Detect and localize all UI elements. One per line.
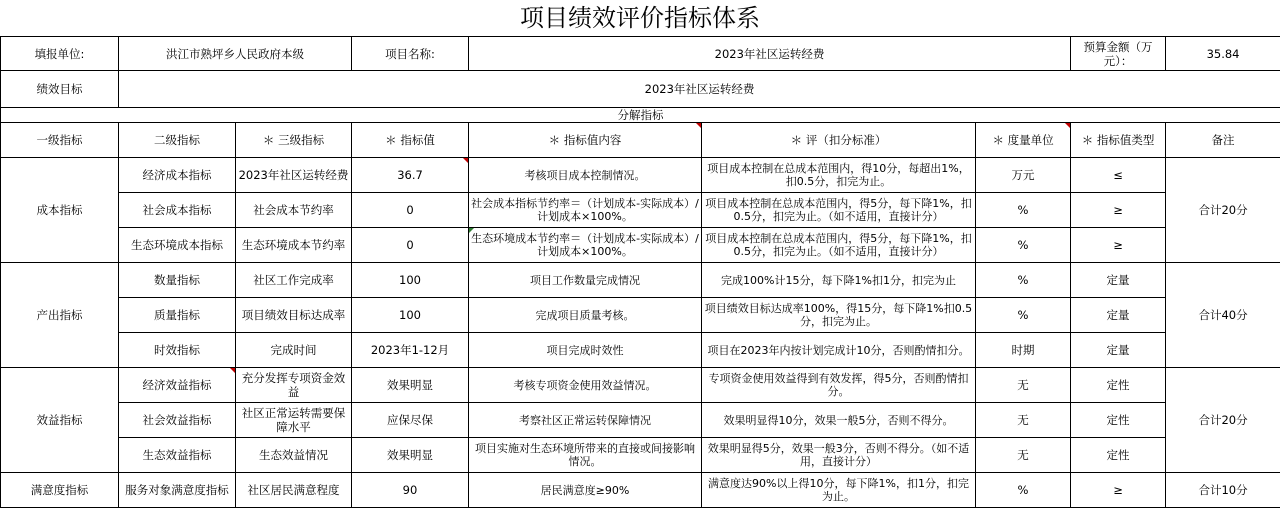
unit-cell[interactable]: 时期 <box>976 333 1071 368</box>
page-title: 项目绩效评价指标体系 <box>520 4 760 32</box>
unit-cell[interactable]: 无 <box>976 368 1071 403</box>
type-cell[interactable]: 定性 <box>1071 403 1166 438</box>
value-cell[interactable]: 90 <box>352 473 469 508</box>
level3-cell[interactable]: 社会成本节约率 <box>236 193 352 228</box>
level2-cell[interactable]: 经济效益指标 <box>119 368 236 403</box>
level2-cell[interactable]: 生态环境成本指标 <box>119 228 236 263</box>
level3-cell[interactable]: 社区正常运转需要保障水平 <box>236 403 352 438</box>
unit-cell[interactable]: 万元 <box>976 158 1071 193</box>
header-cell: ＊ 三级指标 <box>236 123 352 158</box>
standard-cell[interactable]: 项目绩效目标达成率100%，得15分，每下降1%扣0.5分，扣完为止。 <box>702 298 976 333</box>
value-cell[interactable]: 0 <box>352 193 469 228</box>
content-cell[interactable]: 居民满意度≥90% <box>469 473 702 508</box>
content-cell[interactable]: 考核专项资金使用效益情况。 <box>469 368 702 403</box>
header-cell: ＊ 指标值 <box>352 123 469 158</box>
standard-cell[interactable]: 项目在2023年内按计划完成计10分，否则酌情扣分。 <box>702 333 976 368</box>
content-cell[interactable]: 考核项目成本控制情况。 <box>469 158 702 193</box>
value-cell[interactable]: 2023年1-12月 <box>352 333 469 368</box>
header-cell: ＊ 指标值类型 <box>1071 123 1166 158</box>
level1-cell: 效益指标 <box>1 368 119 473</box>
budget-value[interactable]: 35.84 <box>1166 37 1280 71</box>
type-cell[interactable]: ≥ <box>1071 193 1166 228</box>
content-cell[interactable]: 社会成本指标节约率＝（计划成本-实际成本）/计划成本×100%。 <box>469 193 702 228</box>
level2-cell[interactable]: 社会成本指标 <box>119 193 236 228</box>
unit-cell[interactable]: 无 <box>976 438 1071 473</box>
level2-cell[interactable]: 生态效益指标 <box>119 438 236 473</box>
level3-cell[interactable]: 充分发挥专项资金效益 <box>236 368 352 403</box>
table-row <box>1 333 1280 368</box>
project-value[interactable]: 2023年社区运转经费 <box>469 37 1071 71</box>
type-cell[interactable]: ≥ <box>1071 228 1166 263</box>
level2-cell[interactable]: 质量指标 <box>119 298 236 333</box>
value-cell[interactable]: 效果明显 <box>352 438 469 473</box>
unit-cell[interactable]: % <box>976 263 1071 298</box>
standard-cell[interactable]: 完成100%计15分，每下降1%扣1分，扣完为止 <box>702 263 976 298</box>
goal-value[interactable]: 2023年社区运转经费 <box>119 71 1280 108</box>
table-row <box>1 228 1280 263</box>
level3-cell[interactable]: 社区工作完成率 <box>236 263 352 298</box>
level1-cell: 产出指标 <box>1 263 119 368</box>
value-cell[interactable]: 效果明显 <box>352 368 469 403</box>
value-cell[interactable]: 100 <box>352 263 469 298</box>
type-cell[interactable]: 定量 <box>1071 263 1166 298</box>
subheader: 分解指标 <box>1 108 1280 123</box>
header-cell: ＊ 指标值内容 <box>469 123 702 158</box>
note-cell[interactable]: 合计10分 <box>1166 473 1280 508</box>
unit-cell[interactable]: % <box>976 193 1071 228</box>
content-cell[interactable]: 项目完成时效性 <box>469 333 702 368</box>
level1-cell: 满意度指标 <box>1 473 119 508</box>
note-cell[interactable]: 合计20分 <box>1166 368 1280 473</box>
goal-row <box>1 71 1280 108</box>
level3-cell[interactable]: 生态效益情况 <box>236 438 352 473</box>
unit-cell[interactable]: % <box>976 228 1071 263</box>
unit-label: 填报单位: <box>1 37 119 71</box>
value-cell[interactable]: 36.7 <box>352 158 469 193</box>
content-cell[interactable]: 项目实施对生态环境所带来的直接或间接影响情况。 <box>469 438 702 473</box>
comment-marker <box>230 368 235 373</box>
level2-cell[interactable]: 服务对象满意度指标 <box>119 473 236 508</box>
standard-cell[interactable]: 项目成本控制在总成本范围内，得5分，每下降1%，扣0.5分，扣完为止。（如不适用，直接计分） <box>702 193 976 228</box>
standard-cell[interactable]: 专项资金使用效益得到有效发挥，得5分，否则酌情扣分。 <box>702 368 976 403</box>
table-row <box>1 368 1280 403</box>
header-cell: 一级指标 <box>1 123 119 158</box>
header-cell: ＊ 度量单位 <box>976 123 1071 158</box>
standard-cell[interactable]: 效果明显得5分，效果一般3分，否则不得分。（如不适用，直接计分） <box>702 438 976 473</box>
note-cell[interactable]: 合计40分 <box>1166 263 1280 368</box>
goal-label: 绩效目标 <box>1 71 119 108</box>
level3-cell[interactable]: 2023年社区运转经费 <box>236 158 352 193</box>
table-row <box>1 473 1280 508</box>
unit-value[interactable]: 洪江市熟坪乡人民政府本级 <box>119 37 352 71</box>
table-row <box>1 263 1280 298</box>
type-cell[interactable]: 定性 <box>1071 368 1166 403</box>
header-cell: 备注 <box>1166 123 1280 158</box>
comment-marker <box>469 228 474 233</box>
value-cell[interactable]: 100 <box>352 298 469 333</box>
content-cell[interactable]: 完成项目质量考核。 <box>469 298 702 333</box>
standard-cell[interactable]: 项目成本控制在总成本范围内，得10分，每超出1%，扣0.5分，扣完为止。 <box>702 158 976 193</box>
standard-cell[interactable]: 满意度达90%以上得10分，每下降1%，扣1分，扣完为止。 <box>702 473 976 508</box>
value-cell[interactable]: 0 <box>352 228 469 263</box>
level3-cell[interactable]: 社区居民满意程度 <box>236 473 352 508</box>
unit-cell[interactable]: 无 <box>976 403 1071 438</box>
type-cell[interactable]: 定量 <box>1071 333 1166 368</box>
comment-marker <box>1065 123 1070 128</box>
unit-cell[interactable]: % <box>976 473 1071 508</box>
info-row <box>1 37 1280 71</box>
level2-cell[interactable]: 时效指标 <box>119 333 236 368</box>
comment-marker <box>463 158 468 163</box>
content-cell[interactable]: 生态环境成本节约率＝（计划成本-实际成本）/计划成本×100%。 <box>469 228 702 263</box>
table-row <box>1 193 1280 228</box>
standard-cell[interactable]: 效果明显得10分，效果一般5分，否则不得分。 <box>702 403 976 438</box>
level2-cell[interactable]: 社会效益指标 <box>119 403 236 438</box>
content-cell[interactable]: 项目工作数量完成情况 <box>469 263 702 298</box>
comment-marker <box>696 123 701 128</box>
table-row <box>1 438 1280 473</box>
value-cell[interactable]: 应保尽保 <box>352 403 469 438</box>
level3-cell[interactable]: 项目绩效目标达成率 <box>236 298 352 333</box>
header-cell: ＊ 评（扣分标准） <box>702 123 976 158</box>
level2-cell[interactable]: 经济成本指标 <box>119 158 236 193</box>
level3-cell[interactable]: 生态环境成本节约率 <box>236 228 352 263</box>
level1-cell: 成本指标 <box>1 158 119 263</box>
header-cell: 二级指标 <box>119 123 236 158</box>
header-row <box>1 123 1280 158</box>
table-row <box>1 403 1280 438</box>
indicator-table <box>0 36 1280 508</box>
type-cell[interactable]: 定量 <box>1071 298 1166 333</box>
content-cell[interactable]: 考察社区正常运转保障情况 <box>469 403 702 438</box>
note-cell[interactable]: 合计20分 <box>1166 158 1280 263</box>
level3-cell[interactable]: 完成时间 <box>236 333 352 368</box>
type-cell[interactable]: ≤ <box>1071 158 1166 193</box>
standard-cell[interactable]: 项目成本控制在总成本范围内，得5分，每下降1%，扣0.5分，扣完为止。（如不适用，直接计分） <box>702 228 976 263</box>
table-row <box>1 298 1280 333</box>
budget-label: 预算金额（万元）： <box>1071 37 1166 71</box>
unit-cell[interactable]: % <box>976 298 1071 333</box>
level2-cell[interactable]: 数量指标 <box>119 263 236 298</box>
table-row <box>1 158 1280 193</box>
type-cell[interactable]: 定性 <box>1071 438 1166 473</box>
subheader-row <box>1 108 1280 123</box>
project-label: 项目名称: <box>352 37 469 71</box>
type-cell[interactable]: ≥ <box>1071 473 1166 508</box>
